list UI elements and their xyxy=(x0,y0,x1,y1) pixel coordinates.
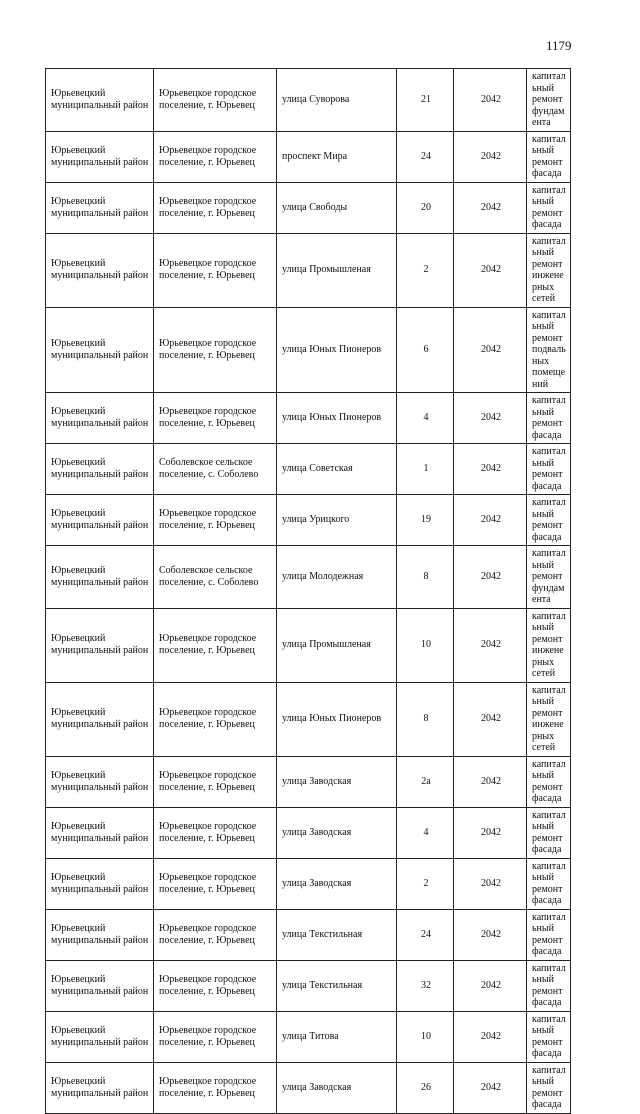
table-row xyxy=(46,307,571,393)
street-cell: улица Заводская xyxy=(277,807,397,858)
table-row xyxy=(46,1011,571,1062)
district-cell: Юрьевецкий муниципальный район xyxy=(46,495,154,546)
house-number-cell: 4 xyxy=(397,807,454,858)
settlement-cell: Соболевское сельское поселение, с. Соболево xyxy=(154,444,277,495)
settlement-cell: Юрьевецкое городское поселение, г. Юрьевец xyxy=(154,858,277,909)
table-row xyxy=(46,393,571,444)
settlement-cell: Юрьевецкое городское поселение, г. Юрьевец xyxy=(154,756,277,807)
settlement-cell: Юрьевецкое городское поселение, г. Юрьевец xyxy=(154,807,277,858)
district-cell: Юрьевецкий муниципальный район xyxy=(46,682,154,756)
settlement-cell: Юрьевецкое городское поселение, г. Юрьевец xyxy=(154,233,277,307)
year-cell: 2042 xyxy=(454,1062,527,1113)
settlement-cell: Юрьевецкое городское поселение, г. Юрьевец xyxy=(154,495,277,546)
district-cell: Юрьевецкий муниципальный район xyxy=(46,69,154,132)
house-number-cell: 32 xyxy=(397,960,454,1011)
table-row xyxy=(46,233,571,307)
table-row xyxy=(46,608,571,682)
district-cell: Юрьевецкий муниципальный район xyxy=(46,909,154,960)
house-number-cell: 8 xyxy=(397,682,454,756)
table-row xyxy=(46,131,571,182)
district-cell: Юрьевецкий муниципальный район xyxy=(46,608,154,682)
work-type-cell: капитальный ремонт фасада xyxy=(527,495,571,546)
street-cell: улица Промышленая xyxy=(277,608,397,682)
year-cell: 2042 xyxy=(454,807,527,858)
district-cell: Юрьевецкий муниципальный район xyxy=(46,756,154,807)
house-number-cell: 2 xyxy=(397,233,454,307)
work-type-cell: капитальный ремонт фасада xyxy=(527,182,571,233)
year-cell: 2042 xyxy=(454,756,527,807)
table-row xyxy=(46,1062,571,1113)
house-number-cell: 6 xyxy=(397,307,454,393)
work-type-cell: капитальный ремонт фасада xyxy=(527,858,571,909)
table-row xyxy=(46,807,571,858)
year-cell: 2042 xyxy=(454,495,527,546)
district-cell: Юрьевецкий муниципальный район xyxy=(46,1062,154,1113)
table-row xyxy=(46,756,571,807)
street-cell: улица Заводская xyxy=(277,756,397,807)
settlement-cell: Юрьевецкое городское поселение, г. Юрьевец xyxy=(154,393,277,444)
year-cell: 2042 xyxy=(454,960,527,1011)
settlement-cell: Юрьевецкое городское поселение, г. Юрьевец xyxy=(154,69,277,132)
settlement-cell: Юрьевецкое городское поселение, г. Юрьевец xyxy=(154,1062,277,1113)
work-type-cell: капитальный ремонт фасада xyxy=(527,960,571,1011)
house-number-cell: 2 xyxy=(397,858,454,909)
work-type-cell: капитальный ремонт подвальных помещений xyxy=(527,307,571,393)
district-cell: Юрьевецкий муниципальный район xyxy=(46,1011,154,1062)
work-type-cell: капитальный ремонт фасада xyxy=(527,131,571,182)
work-type-cell: капитальный ремонт фасада xyxy=(527,807,571,858)
work-type-cell: капитальный ремонт фасада xyxy=(527,756,571,807)
work-type-cell: капитальный ремонт инженерных сетей xyxy=(527,608,571,682)
street-cell: улица Суворова xyxy=(277,69,397,132)
year-cell: 2042 xyxy=(454,444,527,495)
street-cell: улица Текстильная xyxy=(277,960,397,1011)
house-number-cell: 26 xyxy=(397,1062,454,1113)
house-number-cell: 24 xyxy=(397,909,454,960)
settlement-cell: Юрьевецкое городское поселение, г. Юрьевец xyxy=(154,960,277,1011)
district-cell: Юрьевецкий муниципальный район xyxy=(46,807,154,858)
year-cell: 2042 xyxy=(454,546,527,609)
district-cell: Юрьевецкий муниципальный район xyxy=(46,182,154,233)
table-row xyxy=(46,909,571,960)
street-cell: улица Заводская xyxy=(277,1062,397,1113)
street-cell: проспект Мира xyxy=(277,131,397,182)
table-row xyxy=(46,69,571,132)
house-number-cell: 20 xyxy=(397,182,454,233)
year-cell: 2042 xyxy=(454,1011,527,1062)
year-cell: 2042 xyxy=(454,233,527,307)
work-type-cell: капитальный ремонт инженерных сетей xyxy=(527,233,571,307)
house-number-cell: 24 xyxy=(397,131,454,182)
house-number-cell: 2а xyxy=(397,756,454,807)
table-row xyxy=(46,444,571,495)
settlement-cell: Соболевское сельское поселение, с. Соболево xyxy=(154,546,277,609)
table-row xyxy=(46,182,571,233)
year-cell: 2042 xyxy=(454,182,527,233)
work-type-cell: капитальный ремонт фасада xyxy=(527,1062,571,1113)
repair-schedule-table xyxy=(45,68,571,1114)
work-type-cell: капитальный ремонт фасада xyxy=(527,393,571,444)
district-cell: Юрьевецкий муниципальный район xyxy=(46,960,154,1011)
house-number-cell: 10 xyxy=(397,608,454,682)
table-row xyxy=(46,682,571,756)
street-cell: улица Урицкого xyxy=(277,495,397,546)
district-cell: Юрьевецкий муниципальный район xyxy=(46,444,154,495)
work-type-cell: капитальный ремонт фасада xyxy=(527,1011,571,1062)
year-cell: 2042 xyxy=(454,131,527,182)
settlement-cell: Юрьевецкое городское поселение, г. Юрьевец xyxy=(154,909,277,960)
page-number: 1179 xyxy=(546,38,572,53)
year-cell: 2042 xyxy=(454,909,527,960)
table-row xyxy=(46,546,571,609)
house-number-cell: 21 xyxy=(397,69,454,132)
work-type-cell: капитальный ремонт фундамента xyxy=(527,69,571,132)
district-cell: Юрьевецкий муниципальный район xyxy=(46,546,154,609)
street-cell: улица Заводская xyxy=(277,858,397,909)
street-cell: улица Промышленая xyxy=(277,233,397,307)
settlement-cell: Юрьевецкое городское поселение, г. Юрьевец xyxy=(154,682,277,756)
settlement-cell: Юрьевецкое городское поселение, г. Юрьевец xyxy=(154,131,277,182)
house-number-cell: 1 xyxy=(397,444,454,495)
year-cell: 2042 xyxy=(454,69,527,132)
street-cell: улица Молодежная xyxy=(277,546,397,609)
house-number-cell: 4 xyxy=(397,393,454,444)
table-row xyxy=(46,495,571,546)
year-cell: 2042 xyxy=(454,682,527,756)
year-cell: 2042 xyxy=(454,393,527,444)
year-cell: 2042 xyxy=(454,608,527,682)
house-number-cell: 19 xyxy=(397,495,454,546)
district-cell: Юрьевецкий муниципальный район xyxy=(46,233,154,307)
street-cell: улица Юных Пионеров xyxy=(277,393,397,444)
street-cell: улица Титова xyxy=(277,1011,397,1062)
street-cell: улица Текстильная xyxy=(277,909,397,960)
work-type-cell: капитальный ремонт фасада xyxy=(527,909,571,960)
house-number-cell: 10 xyxy=(397,1011,454,1062)
work-type-cell: капитальный ремонт фасада xyxy=(527,444,571,495)
work-type-cell: капитальный ремонт фундамента xyxy=(527,546,571,609)
street-cell: улица Советская xyxy=(277,444,397,495)
district-cell: Юрьевецкий муниципальный район xyxy=(46,307,154,393)
street-cell: улица Юных Пионеров xyxy=(277,307,397,393)
house-number-cell: 8 xyxy=(397,546,454,609)
street-cell: улица Юных Пионеров xyxy=(277,682,397,756)
year-cell: 2042 xyxy=(454,858,527,909)
table-row xyxy=(46,960,571,1011)
settlement-cell: Юрьевецкое городское поселение, г. Юрьевец xyxy=(154,608,277,682)
district-cell: Юрьевецкий муниципальный район xyxy=(46,858,154,909)
district-cell: Юрьевецкий муниципальный район xyxy=(46,131,154,182)
settlement-cell: Юрьевецкое городское поселение, г. Юрьевец xyxy=(154,182,277,233)
district-cell: Юрьевецкий муниципальный район xyxy=(46,393,154,444)
settlement-cell: Юрьевецкое городское поселение, г. Юрьевец xyxy=(154,1011,277,1062)
street-cell: улица Свободы xyxy=(277,182,397,233)
table-body xyxy=(46,69,571,1114)
table-row xyxy=(46,858,571,909)
settlement-cell: Юрьевецкое городское поселение, г. Юрьевец xyxy=(154,307,277,393)
work-type-cell: капитальный ремонт инженерных сетей xyxy=(527,682,571,756)
year-cell: 2042 xyxy=(454,307,527,393)
